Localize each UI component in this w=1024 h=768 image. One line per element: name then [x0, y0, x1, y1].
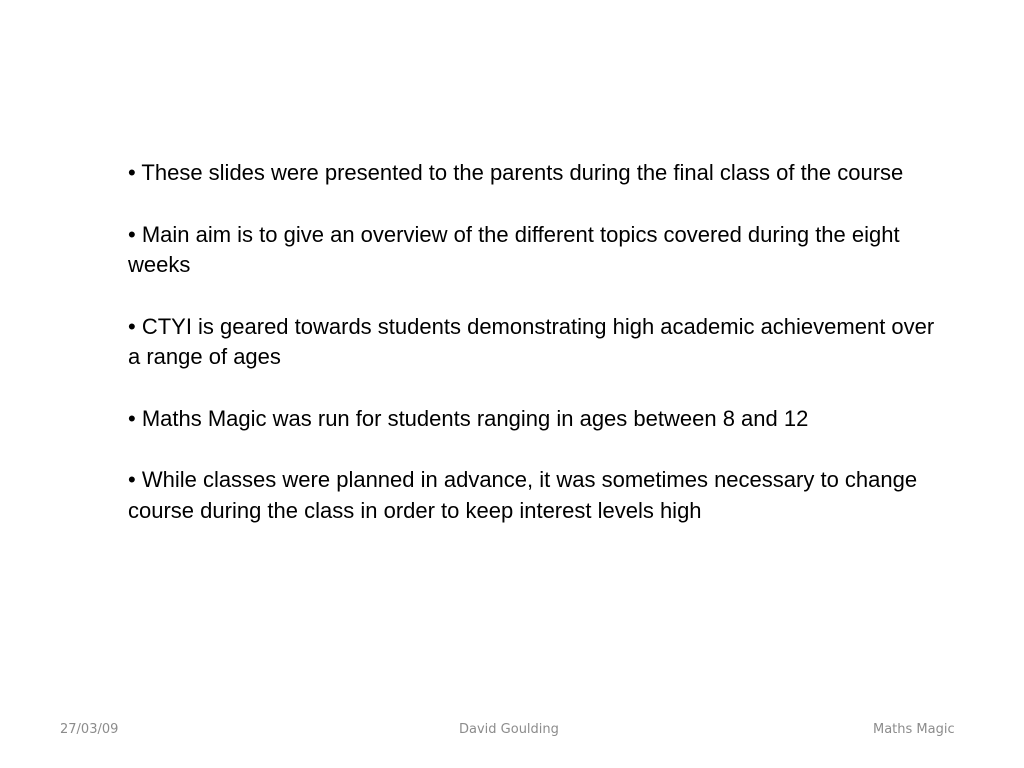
footer-date: 27/03/09 — [60, 722, 119, 737]
bullet-point: • These slides were presented to the parents during the final class of the course — [128, 160, 904, 185]
bullet-point: • While classes were planned in advance, it was sometimes necessary to change course during the class in order to keep interest levels high — [128, 467, 918, 523]
slide-body — [128, 158, 938, 526]
bullet-point: • Main aim is to give an overview of the different topics covered during the eight weeks — [128, 221, 900, 277]
bullet-point: • CTYI is geared towards students demonstrating high academic achievement over a range of ages — [128, 313, 935, 369]
bullet-point: • Maths Magic was run for students ranging in ages between 8 and 12 — [128, 405, 809, 431]
footer-title: Maths Magic — [873, 722, 955, 737]
footer-author: David Goulding — [459, 722, 559, 737]
